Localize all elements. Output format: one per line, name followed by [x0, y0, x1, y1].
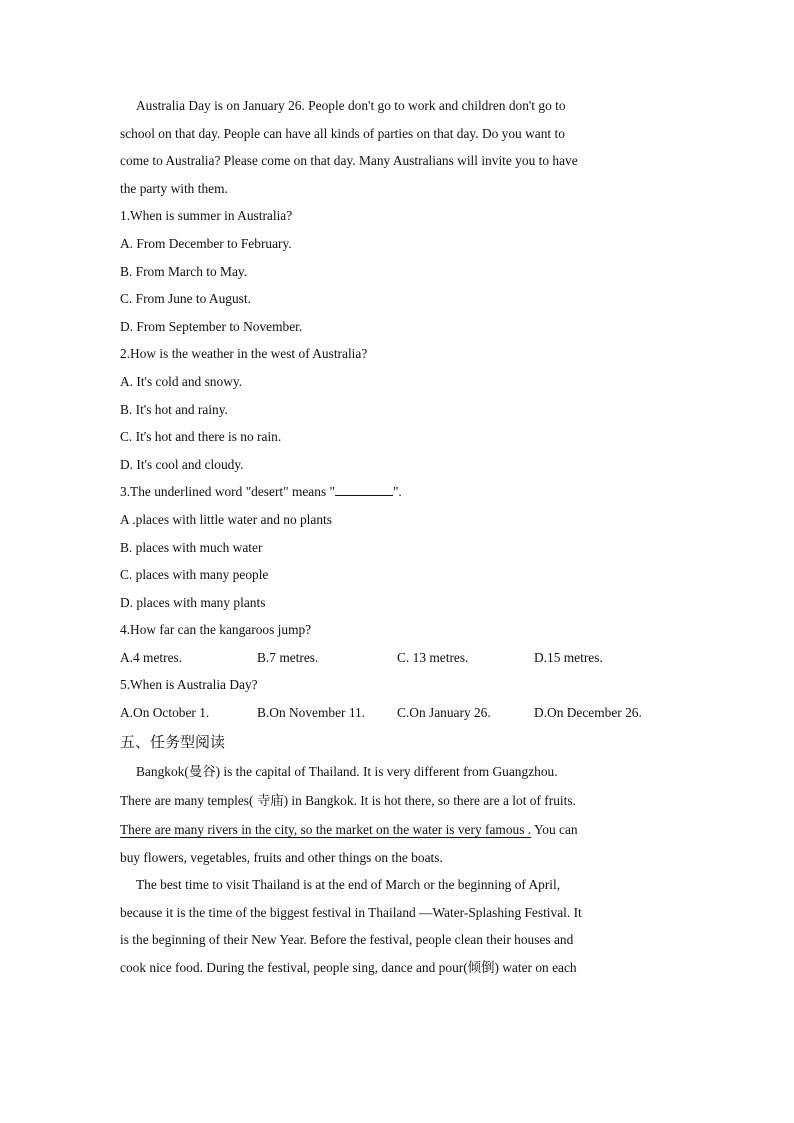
passage1-line-4: the party with them.: [120, 180, 228, 196]
passage1-line-3: come to Australia? Please come on that day. Many Australians will invite you to have: [120, 153, 578, 169]
question-5-option-a: A.On October 1.: [120, 705, 210, 721]
passage2-line-2: There are many temples( 寺庙) in Bangkok. It is hot there, so there are a lot of fruits.: [120, 792, 576, 808]
question-4-stem: 4.How far can the kangaroos jump?: [120, 622, 312, 638]
passage2-line-1: Bangkok(曼谷) is the capital of Thailand. It is very different from Guangzhou.: [136, 763, 558, 779]
question-5-option-d: D.On December 26.: [534, 705, 642, 721]
question-3-stem-before: 3.The underlined word "desert" means ": [120, 484, 335, 500]
question-5-option-c: C.On January 26.: [397, 705, 491, 721]
question-3-option-a: A .places with little water and no plants: [120, 511, 332, 527]
question-1-option-c: C. From June to August.: [120, 291, 251, 307]
question-3-option-d: D. places with many plants: [120, 594, 266, 610]
passage2-line-4: buy flowers, vegetables, fruits and other things on the boats.: [120, 849, 443, 865]
question-2-option-d: D. It's cool and cloudy.: [120, 456, 244, 472]
question-1-option-d: D. From September to November.: [120, 318, 303, 334]
question-5-stem: 5.When is Australia Day?: [120, 677, 258, 693]
document-page: [120, 92, 680, 982]
question-3-option-c: C. places with many people: [120, 567, 269, 583]
passage1-line-1: Australia Day is on January 26. People don't go to work and children don't go to: [136, 98, 566, 113]
question-4-options: [120, 644, 680, 672]
question-3-option-b: B. places with much water: [120, 539, 263, 555]
question-4-option-c: C. 13 metres.: [397, 649, 469, 665]
question-1-option-a: A. From December to February.: [120, 235, 292, 251]
passage2-line-5: The best time to visit Thailand is at the end of March or the beginning of April,: [136, 877, 561, 893]
question-2-option-b: B. It's hot and rainy.: [120, 401, 228, 417]
question-2-option-c: C. It's hot and there is no rain.: [120, 429, 282, 445]
question-4-option-a: A.4 metres.: [120, 649, 183, 665]
question-2-stem: 2.How is the weather in the west of Australia?: [120, 346, 368, 362]
passage2-line-6: because it is the time of the biggest festival in Thailand —Water-Splashing Festival. It: [120, 904, 582, 920]
question-5-options: [120, 699, 680, 727]
question-4-option-d: D.15 metres.: [534, 649, 603, 665]
question-3-stem: [120, 478, 680, 506]
passage2-line-8: cook nice food. During the festival, people sing, dance and pour(倾倒) water on each: [120, 960, 577, 976]
question-5-option-b: B.On November 11.: [257, 705, 366, 721]
passage2-line-7: is the beginning of their New Year. Before the festival, people clean their houses and: [120, 932, 574, 948]
question-3-stem-after: ".: [392, 484, 402, 500]
question-4-option-b: B.7 metres.: [257, 649, 319, 665]
underlined-sentence: There are many rivers in the city, so the market on the water is very famous .: [120, 821, 532, 837]
answer-blank: [335, 483, 393, 496]
passage2-line-3: [120, 815, 680, 844]
passage1-line-2: school on that day. People can have all kinds of parties on that day. Do you want to: [120, 125, 565, 141]
question-1-option-b: B. From March to May.: [120, 263, 248, 279]
section-title: 五、任务型阅读: [120, 732, 226, 751]
question-1-stem: 1.When is summer in Australia?: [120, 208, 293, 224]
passage2-line-3-rest: You can: [531, 821, 578, 837]
question-2-option-a: A. It's cold and snowy.: [120, 373, 243, 389]
